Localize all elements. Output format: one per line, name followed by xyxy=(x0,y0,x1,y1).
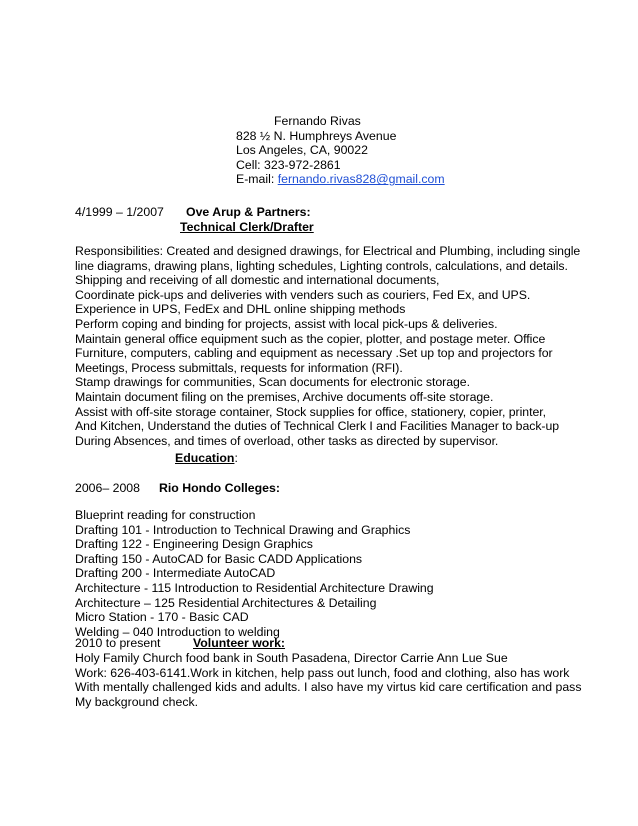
responsibility-line: Furniture, computers, cabling and equipment as necessary .Set up top and projectors for xyxy=(75,346,553,361)
course-item: Blueprint reading for construction xyxy=(75,508,256,522)
education-heading xyxy=(175,451,638,466)
course-list xyxy=(75,508,595,639)
course-item: Drafting 101 - Introduction to Technical Drawing and Graphics xyxy=(75,522,411,537)
responsibility-line: Experience in UPS, FedEx and DHL online shipping methods xyxy=(75,302,406,317)
responsibility-line: Maintain general office equipment such as the copier, plotter, and postage meter. Office xyxy=(75,331,546,346)
course-item: Architecture – 125 Residential Architectures & Detailing xyxy=(75,595,377,610)
school-dates: 2006– 2008 xyxy=(75,481,140,495)
address-line-2: Los Angeles, CA, 90022 xyxy=(236,143,368,158)
responsibility-line: And Kitchen, Understand the duties of Technical Clerk I and Facilities Manager to back-up xyxy=(75,419,560,434)
email-label: E-mail: xyxy=(236,172,278,187)
volunteer-label: Volunteer work: xyxy=(193,636,286,650)
volunteer-line: Holy Family Church food bank in South Pasadena, Director Carrie Ann Lue Sue xyxy=(75,651,508,665)
job-title: Technical Clerk/Drafter xyxy=(180,219,314,234)
email-link[interactable]: fernando.rivas828@gmail.com xyxy=(277,172,445,187)
cell-phone: Cell: 323-972-2861 xyxy=(236,157,341,172)
course-item: Drafting 200 - Intermediate AutoCAD xyxy=(75,566,276,581)
volunteer-line: Work: 626-403-6141.Work in kitchen, help pass out lunch, food and clothing, also has work xyxy=(75,665,570,680)
email-line xyxy=(236,172,536,187)
course-item: Welding – 040 Introduction to welding xyxy=(75,624,280,639)
course-item: Drafting 122 - Engineering Design Graphics xyxy=(75,537,313,552)
course-item: Micro Station - 170 - Basic CAD xyxy=(75,610,249,625)
responsibility-line: Meetings, Process submittals, requests for information (RFI). xyxy=(75,360,403,375)
volunteer-line: With mentally challenged kids and adults. I also have my virtus kid care certification and pass xyxy=(75,680,582,695)
responsibility-line: line diagrams, drawing plans, lighting schedules, Lighting controls, calculations, and details. xyxy=(75,258,568,273)
job-header xyxy=(75,205,595,235)
address-line-1: 828 ½ N. Humphreys Avenue xyxy=(236,128,397,143)
responsibility-line: Assist with off-site storage container, Stock supplies for office, stationery, copier, printer, xyxy=(75,404,546,419)
responsibility-line: Responsibilities: Created and designed drawings, for Electrical and Plumbing, including single xyxy=(75,244,581,258)
school-name: Rio Hondo Colleges: xyxy=(159,481,280,495)
responsibility-line: Maintain document filing on the premises, Archive documents off-site storage. xyxy=(75,389,494,404)
responsibility-line: During Absences, and times of overload, other tasks as directed by supervisor. xyxy=(75,433,499,448)
course-item: Architecture - 115 Introduction to Residential Architecture Drawing xyxy=(75,580,434,595)
education-heading-colon: : xyxy=(234,451,238,465)
job-dates: 4/1999 – 1/2007 xyxy=(75,205,164,219)
volunteer-dates: 2010 to present xyxy=(75,636,161,650)
responsibility-line: Shipping and receiving of all domestic and international documents, xyxy=(75,273,440,288)
volunteer-details xyxy=(75,651,595,709)
responsibility-line: Perform coping and binding for projects, assist with local pick-ups & deliveries. xyxy=(75,316,498,331)
responsibility-line: Stamp drawings for communities, Scan documents for electronic storage. xyxy=(75,375,470,390)
course-item: Drafting 150 - AutoCAD for Basic CADD Applications xyxy=(75,551,363,566)
responsibility-line: Coordinate pick-ups and deliveries with venders such as couriers, Fed Ex, and UPS. xyxy=(75,287,531,302)
education-heading-text: Education xyxy=(175,451,235,465)
responsibilities-list xyxy=(75,244,595,448)
applicant-name: Fernando Rivas xyxy=(274,114,361,128)
volunteer-line: My background check. xyxy=(75,694,199,709)
contact-block xyxy=(236,114,536,187)
job-company: Ove Arup & Partners: xyxy=(186,205,311,219)
